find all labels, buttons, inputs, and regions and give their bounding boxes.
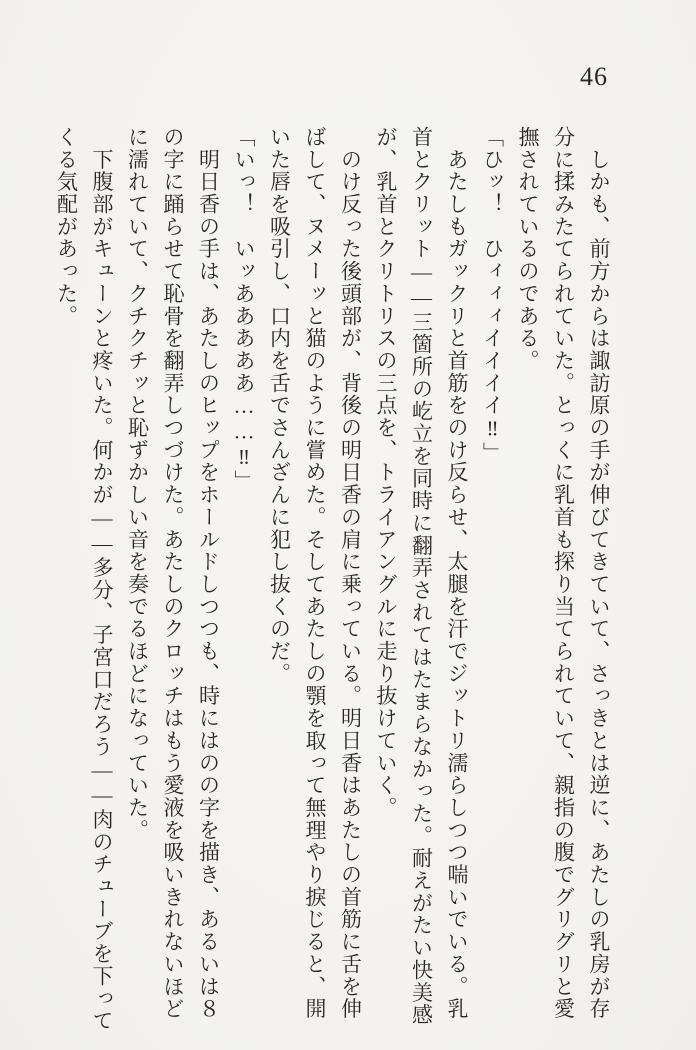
text-column: 首とクリット――三箇所の屹立を同時に翻弄されてはたまらなかった。耐えがたい快美感 [409, 126, 434, 1026]
text-column: 分に揉みたてられていた。とっくに乳首も探り当てられていて、親指の腹でグリグリと愛 [551, 126, 576, 1020]
text-column: 「いっ！ いッあああああ……‼」 [232, 126, 256, 493]
text-column: あたしもガックリと首筋をのけ反らせ、太腿を汗でジットリ濡らしつつ喘いでいる。乳 [445, 126, 469, 1020]
text-column: いた唇を吸引し、口内を舌でさんざんに犯し抜くのだ。 [267, 126, 292, 685]
text-column: 明日香の手は、あたしのヒップをホールドしつつも、時にはのの字を描き、あるいは８ [196, 126, 221, 1020]
page-number: 46 [580, 62, 608, 91]
text-column: 「ひッ！ ひィィィイイイイ‼」 [480, 126, 505, 465]
text-column: くる気配があった。 [54, 126, 79, 328]
text-block [48, 126, 616, 1032]
text-column: が、乳首とクリトリスの三点を、トライアングルに走り抜けていく。 [374, 126, 398, 819]
text-column: しかも、前方からは諏訪原の手が伸びてきていて、さっきとは逆に、あたしの乳房が存 [587, 126, 611, 1020]
text-column: の字に踊らせて恥骨を翻弄しつづけた。あたしのクロッチはもう愛液を吸いきれないほど [161, 126, 185, 1020]
text-column: 撫されているのである。 [516, 126, 540, 372]
text-column: に濡れていて、クチクチッと恥ずかしい音を奏でるほどになっていた。 [125, 126, 150, 842]
text-column: のけ反った後頭部が、背後の明日香の肩に乗っている。明日香はあたしの首筋に舌を伸 [338, 126, 363, 1020]
text-column: ばして、ヌメーッと猫のように嘗めた。そしてあたしの顎を取って無理やり捩じると、開 [303, 126, 327, 1020]
text-column: 下腹部がキューンと疼いた。何かが――多分、子宮口だろう――肉のチューブを下って [90, 126, 114, 1032]
